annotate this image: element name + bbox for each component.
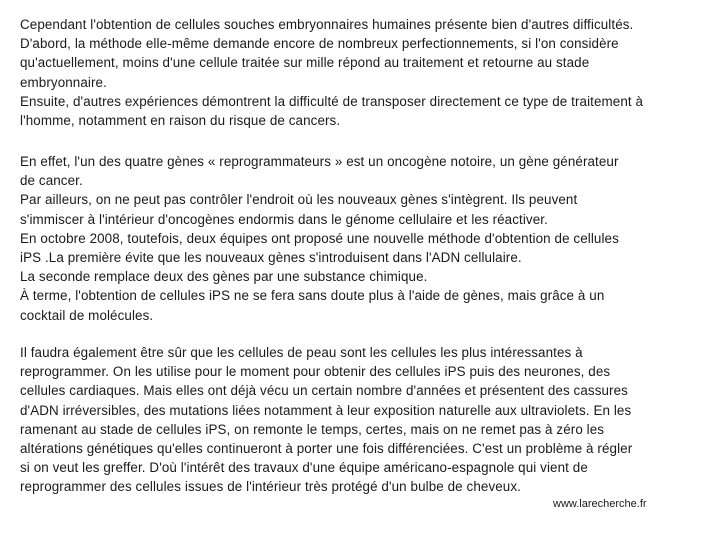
text-line: si on veut les greffer. D'où l'intérêt des travaux d'une équipe américano-espagnole qui vient de [20,460,588,476]
source-credit: www.larecherche.fr [553,498,647,510]
text-line: ramenant au stade de cellules iPS, on remonte le temps, certes, mais on ne remet pas à zéro les [20,421,605,437]
text-line: de cancer. [20,173,83,189]
text-line: reprogrammer des cellules issues de l'intérieur très protégé d'un bulbe de cheveux. [20,479,521,495]
text-line: qu'actuellement, moins d'une cellule traitée sur mille répond au traitement et retourne au stade [20,55,590,71]
text-line: altérations génétiques qu'elles continueront à porter une fois différenciées. C'est un problème à régler [20,441,633,457]
text-line: La seconde remplace deux des gènes par une substance chimique. [20,269,428,285]
text-line: embryonnaire. [20,74,107,90]
text-line: s'immiscer à l'intérieur d'oncogènes endormis dans le génome cellulaire et les réactiver. [20,211,548,227]
text-line: d'ADN irréversibles, des mutations liées notamment à leur exposition naturelle aux ultraviolets. En les [20,402,632,418]
text-line: reprogrammer. On les utilise pour le moment pour obtenir des cellules iPS puis des neurones, des [20,364,611,380]
text-line: l'homme, notamment en raison du risque de cancers. [20,113,341,129]
paragraph-skin-cells [20,343,712,497]
text-line: À terme, l'obtention de cellules iPS ne se fera sans doute plus à l'aide de gènes, mais grâce à un [20,288,605,304]
text-line: D'abord, la méthode elle-même demande encore de nombreux perfectionnements, si l'on considère [20,36,619,52]
paragraph-obtention-difficulties [20,15,712,130]
text-line: Cependant l'obtention de cellules souches embryonnaires humaines présente bien d'autres difficultés. [20,17,634,32]
text-line: En effet, l'un des quatre gènes « reprogrammateurs » est un oncogène notoire, un gène générateur [20,154,619,169]
text-line: Par ailleurs, on ne peut pas contrôler l'endroit où les nouveaux gènes s'intègrent. Ils peuvent [20,192,578,208]
text-line: iPS .La première évite que les nouveaux gènes s'introduisent dans l'ADN cellulaire. [20,250,522,266]
text-line: cocktail de molécules. [20,307,154,323]
text-line: En octobre 2008, toutefois, deux équipes ont proposé une nouvelle méthode d'obtention de cellules [20,230,619,246]
text-line: Ensuite, d'autres expériences démontrent la difficulté de transposer directement ce type de traitement à [20,93,644,109]
text-line: Il faudra également être sûr que les cellules de peau sont les cellules les plus intéressantes à [20,345,583,360]
paragraph-cancer-risk [20,152,712,325]
text-line: cellules cardiaques. Mais elles ont déjà vécu un certain nombre d'années et présentent des cassures [20,383,628,399]
